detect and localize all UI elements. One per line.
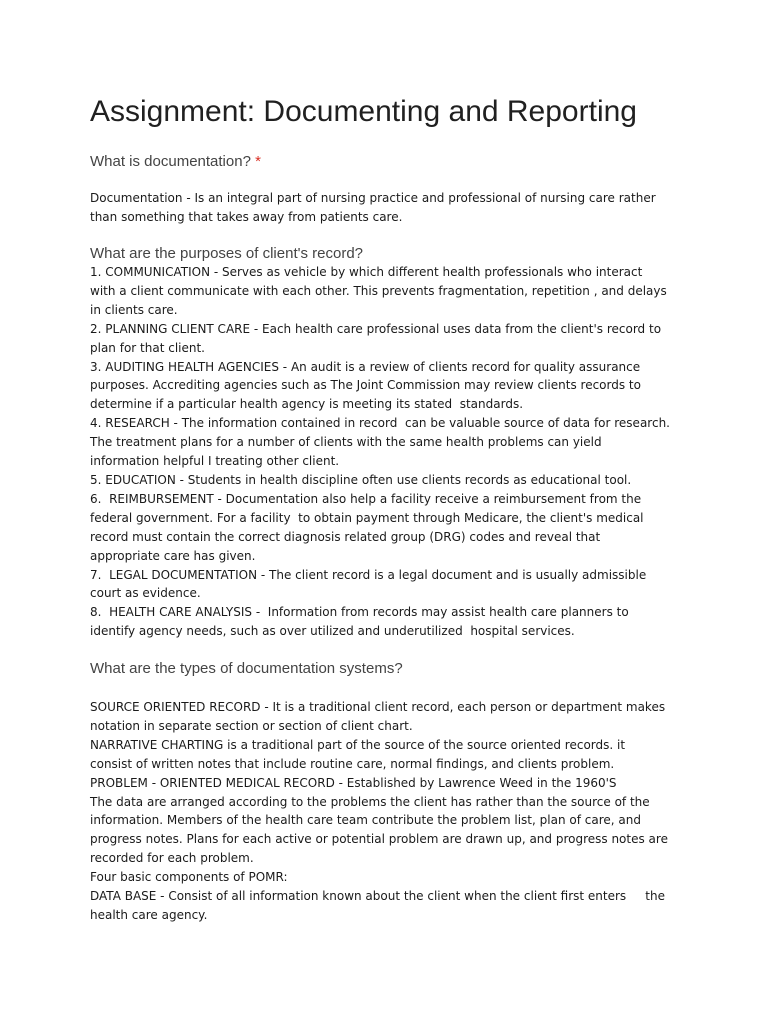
answer-line: DATA BASE - Consist of all information known about the client when the client first enters the: [90, 889, 665, 904]
answer-line: 8. HEALTH CARE ANALYSIS - Information from records may assist health care planners to: [90, 605, 629, 620]
answer-line: appropriate care has given.: [90, 548, 256, 563]
answer-line: The treatment plans for a number of clients with the same health problems can yield: [90, 435, 602, 450]
answer-line: consist of written notes that include routine care, normal findings, and clients problem.: [90, 756, 615, 771]
question-documentation-systems: [90, 659, 403, 678]
answer-line: 2. PLANNING CLIENT CARE - Each health care professional uses data from the client's record to: [90, 321, 662, 336]
answer-line: 6. REIMBURSEMENT - Documentation also help a facility receive a reimbursement from the: [90, 491, 642, 506]
answer-line: court as evidence.: [90, 586, 201, 601]
answer-line: notation in separate section or section of client chart.: [90, 718, 413, 733]
answer-line: record must contain the correct diagnosis related group (DRG) codes and reveal that: [90, 529, 601, 544]
answer-line: progress notes. Plans for each active or potential problem are drawn up, and progress notes are: [90, 832, 668, 847]
answer-what-is-documentation: [90, 189, 656, 227]
answer-line: PROBLEM - ORIENTED MEDICAL RECORD - Established by Lawrence Weed in the 1960'S: [90, 775, 617, 790]
answer-line: than something that takes away from patients care.: [90, 209, 403, 224]
answer-line: Documentation - Is an integral part of nursing practice and professional of nursing care rather: [90, 191, 656, 205]
answer-documentation-systems: [90, 698, 668, 925]
answer-line: plan for that client.: [90, 340, 205, 355]
answer-line: purposes. Accrediting agencies such as The Joint Commission may review clients records to: [90, 378, 641, 393]
answer-line: determine if a particular health agency is meeting its stated standards.: [90, 397, 524, 412]
answer-line: in clients care.: [90, 302, 178, 317]
answer-line: health care agency.: [90, 907, 208, 922]
question-text: What is documentation?: [90, 153, 251, 170]
answer-line: 5. EDUCATION - Students in health discipline often use clients records as educational tool.: [90, 472, 632, 487]
answer-line: SOURCE ORIENTED RECORD - It is a traditional client record, each person or department makes: [90, 700, 666, 714]
question-text: What are the purposes of client's record?: [90, 245, 364, 262]
answer-line: information. Members of the health care team contribute the problem list, plan of care, and: [90, 813, 641, 828]
answer-line: Four basic components of POMR:: [90, 870, 288, 885]
answer-line: 4. RESEARCH - The information contained in record can be valuable source of data for research.: [90, 416, 670, 431]
answer-line: with a client communicate with each other. This prevents fragmentation, repetition , and delays: [90, 283, 667, 298]
answer-line: federal government. For a facility to obtain payment through Medicare, the client's medical: [90, 510, 644, 525]
required-asterisk: *: [255, 153, 261, 170]
answer-line: The data are arranged according to the problems the client has rather than the source of the: [90, 794, 650, 809]
answer-line: 7. LEGAL DOCUMENTATION - The client record is a legal document and is usually admissible: [90, 567, 647, 582]
answer-line: information helpful I treating other client.: [90, 454, 340, 469]
answer-line: NARRATIVE CHARTING is a traditional part of the source of the source oriented records. it: [90, 737, 626, 752]
document-title: Assignment: Documenting and Reporting: [90, 95, 637, 128]
answer-line: 1. COMMUNICATION - Serves as vehicle by which different health professionals who interact: [90, 265, 643, 279]
answer-line: identify agency needs, such as over utilized and underutilized hospital services.: [90, 624, 575, 639]
question-text: What are the types of documentation systems?: [90, 660, 403, 677]
answer-line: 3. AUDITING HEALTH AGENCIES - An audit is a review of clients record for quality assurance: [90, 359, 641, 374]
question-what-is-documentation: [90, 152, 261, 171]
question-purposes-of-record: [90, 244, 363, 263]
answer-purposes-of-record: [90, 263, 670, 641]
answer-line: recorded for each problem.: [90, 851, 254, 866]
